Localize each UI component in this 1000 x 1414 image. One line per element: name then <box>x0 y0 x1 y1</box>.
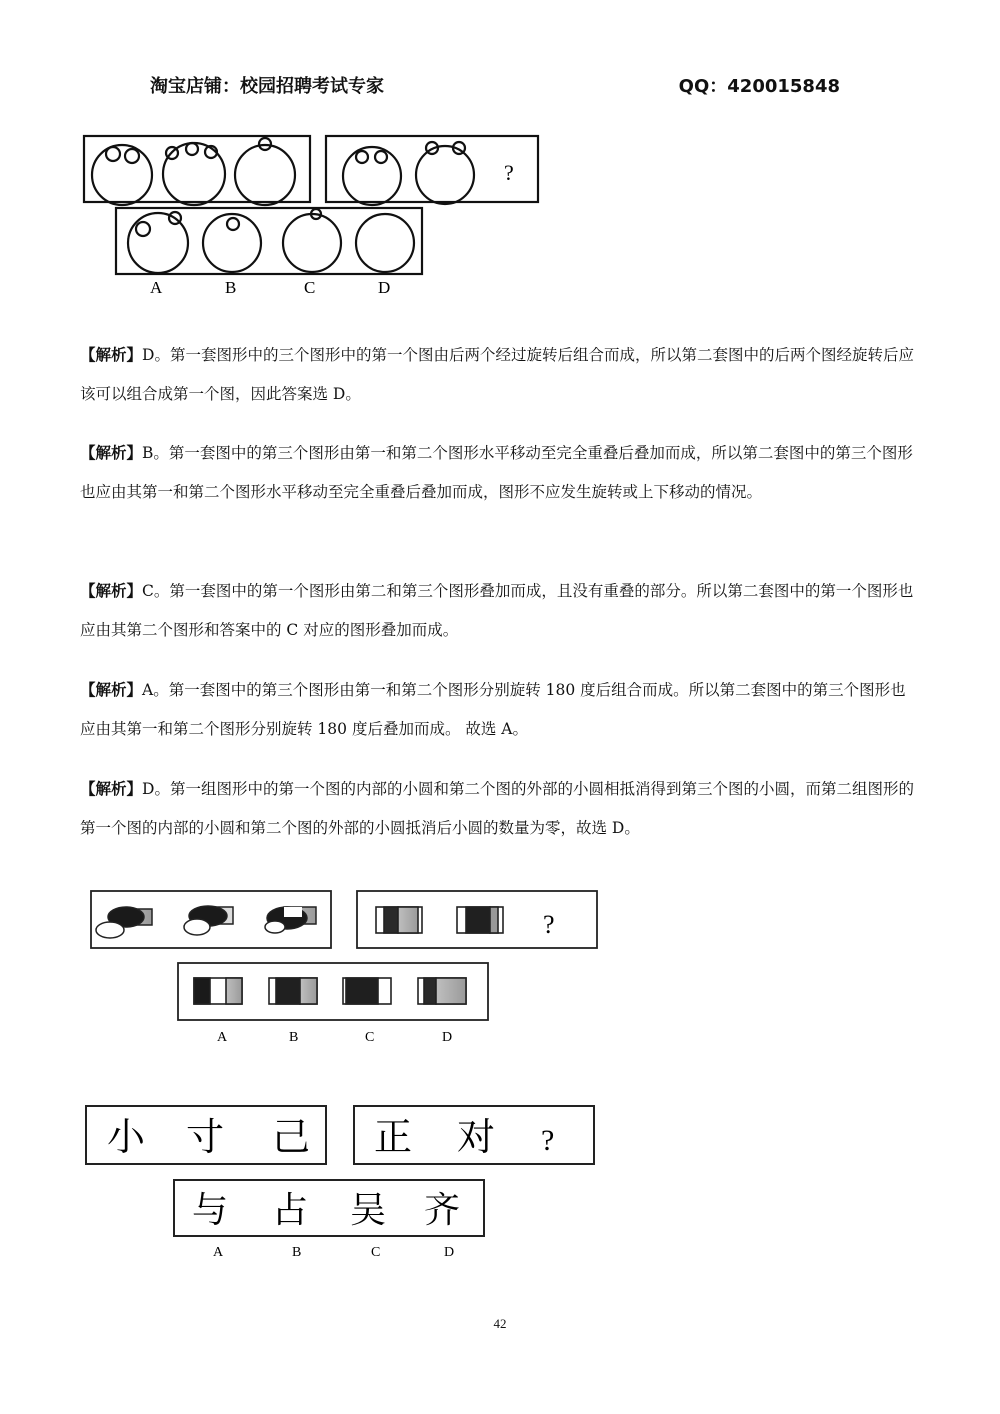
set1-char-3: 己 <box>272 1115 311 1159</box>
page-header <box>150 72 840 102</box>
analysis-1 <box>80 335 920 414</box>
choice-char-a: 与 <box>192 1190 229 1231</box>
option-label-b: B <box>289 1030 299 1045</box>
circles-puzzle-figure <box>80 132 545 302</box>
option-label-c: C <box>304 278 316 297</box>
option-label-a: A <box>150 278 163 297</box>
analysis-tag: 【解析】 <box>80 443 143 462</box>
analysis-text: A。第一套图中的第三个图形由第一和第二个图形分别旋转 180 度后组合而成。所以第二套图中的第三个图形也应由其第一和第二个图形分别旋转 180 度后叠加而成。 故选 A。 <box>80 681 906 738</box>
analysis-2 <box>80 433 920 512</box>
analysis-4 <box>80 670 920 749</box>
choice-char-b: 占 <box>272 1190 309 1231</box>
analysis-text: D。第一套图形中的三个图形中的第一个图由后两个经过旋转后组合而成，所以第二套图中的后两个图经旋转后应该可以组合成第一个图，因此答案选 D。 <box>80 346 914 403</box>
set2-char-1: 正 <box>374 1115 413 1159</box>
analysis-5 <box>80 769 920 848</box>
set1-char-1: 小 <box>107 1115 146 1159</box>
option-label-b: B <box>225 278 237 297</box>
choice-char-d: 齐 <box>424 1190 461 1231</box>
question-mark: ? <box>543 910 555 939</box>
option-label-a: A <box>213 1245 224 1260</box>
shop-name: 淘宝店铺：校园招聘考试专家 <box>150 76 384 97</box>
option-label-a: A <box>217 1030 228 1045</box>
analysis-text: B。第一套图中的第三个图形由第一和第二个图形水平移动至完全重叠后叠加而成，所以第二套图中的第三个图形也应由其第一和第二个图形水平移动至完全重叠后叠加而成，图形不应发生旋转或上下移动的情况。 <box>80 444 913 501</box>
analysis-tag: 【解析】 <box>80 581 143 600</box>
option-label-d: D <box>444 1245 455 1260</box>
analysis-text: C。第一套图中的第一个图形由第二和第三个图形叠加而成，且没有重叠的部分。所以第二套图中的第一个图形也应由其第二个图形和答案中的 C 对应的图形叠加而成。 <box>80 582 914 639</box>
page-number: 42 <box>493 1316 507 1331</box>
analysis-3 <box>80 571 920 650</box>
analysis-tag: 【解析】 <box>80 779 143 798</box>
option-label-d: D <box>442 1030 453 1045</box>
characters-puzzle-figure <box>82 1100 602 1265</box>
option-label-c: C <box>371 1245 381 1260</box>
shaded-shapes-puzzle-figure <box>88 885 603 1050</box>
option-label-c: C <box>365 1030 375 1045</box>
set2-char-2: 对 <box>457 1115 496 1159</box>
analysis-tag: 【解析】 <box>80 345 143 364</box>
question-mark: ? <box>541 1124 555 1157</box>
set1-char-2: 寸 <box>186 1115 225 1159</box>
question-mark: ? <box>504 160 514 185</box>
qq-number: QQ：420015848 <box>678 76 840 97</box>
options-box <box>116 208 422 274</box>
choice-char-c: 吴 <box>350 1190 387 1231</box>
option-label-d: D <box>378 278 391 297</box>
analysis-tag: 【解析】 <box>80 680 143 699</box>
option-label-b: B <box>292 1245 302 1260</box>
analysis-text: D。第一组图形中的第一个图的内部的小圆和第二个图的外部的小圆相抵消得到第三个图的小圆，而第二组图形的第一个图的内部的小圆和第二个图的外部的小圆抵消后小圆的数量为零，故选 D。 <box>80 780 914 837</box>
